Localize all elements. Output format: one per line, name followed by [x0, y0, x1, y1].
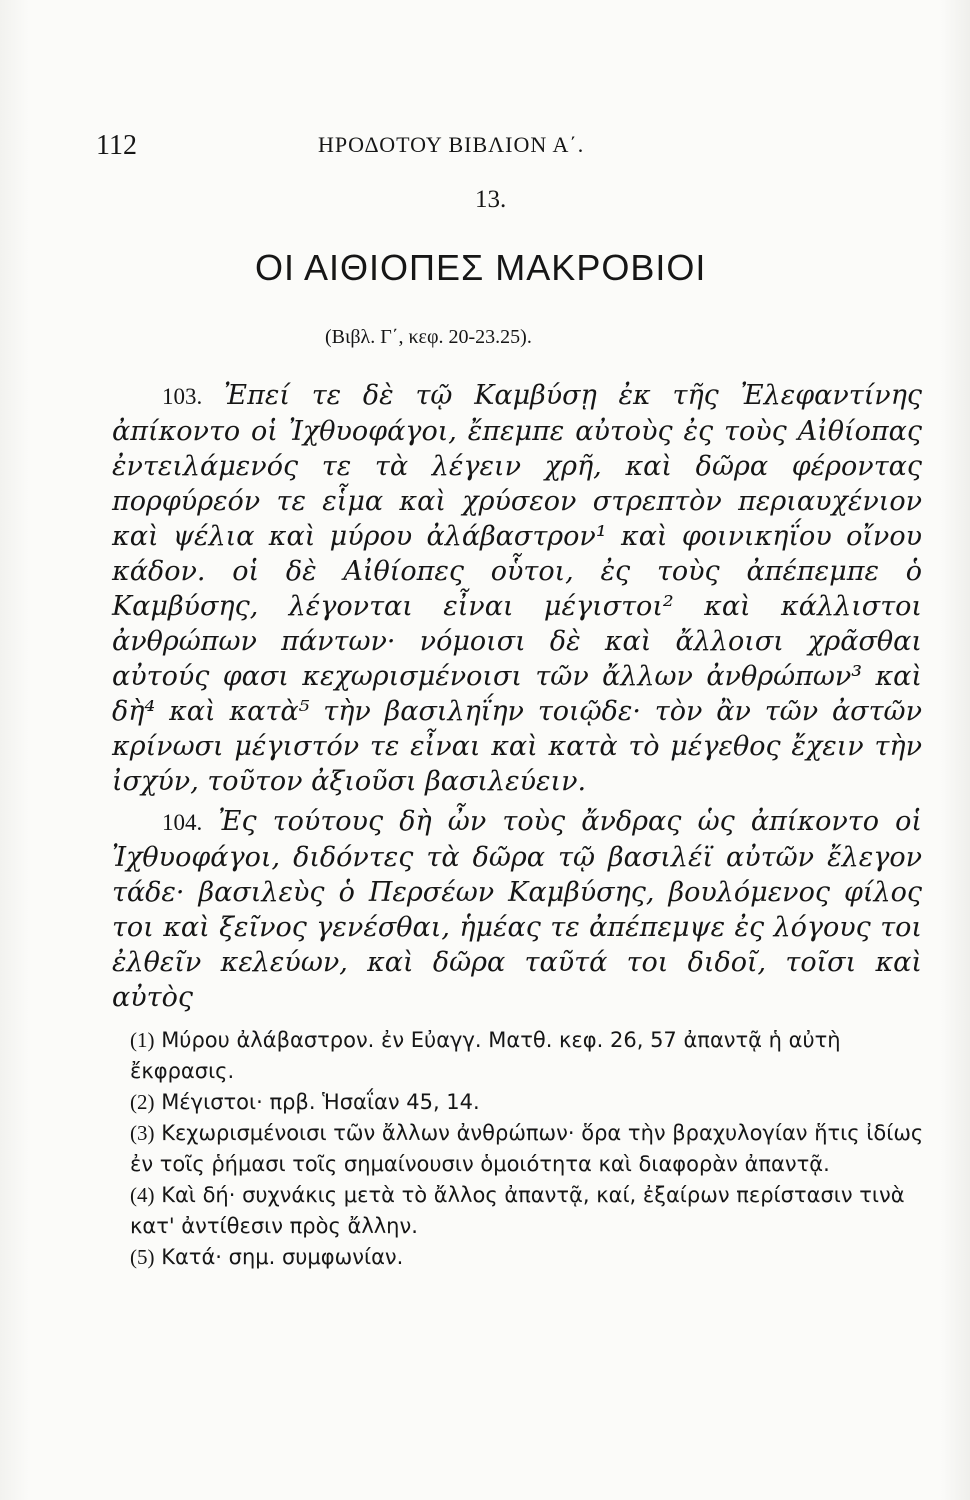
footnote-text: Μέγιστοι· πρβ. Ἡσαΐαν 45, 14. [161, 1090, 480, 1114]
paragraph-103 [112, 378, 922, 799]
body-text [112, 378, 922, 1015]
footnote-mark: (5) [130, 1245, 155, 1269]
footnote-mark: (4) [130, 1183, 155, 1207]
footnote-mark: (3) [130, 1121, 155, 1145]
footnote-5 [130, 1242, 930, 1273]
source-reference: (Βιβλ. Γ΄, κεφ. 20-23.25). [325, 326, 532, 348]
paragraph-number: 104. [162, 810, 203, 835]
page-number: 112 [96, 130, 137, 161]
footnote-text: Μύρου ἀλάβαστρον. ἐν Εὐαγγ. Ματθ. κεφ. 26, 57 ἀπαντᾷ ἡ αὐτὴ ἔκφρασις. [130, 1028, 841, 1083]
section-number: 13. [475, 186, 507, 213]
footnote-text: Καὶ δή· συχνάκις μετὰ τὸ ἄλλος ἀπαντᾷ, καί, ἐξαίρων περίστασιν τινὰ κατ' ἀντίθεσιν πρὸς ἄλλην. [130, 1183, 905, 1238]
footnote-mark: (1) [130, 1028, 155, 1052]
footnote-mark: (2) [130, 1090, 155, 1114]
footnote-2 [130, 1087, 930, 1118]
paragraph-104 [112, 804, 922, 1015]
paragraph-text: Ἐς τούτους δὴ ὦν τοὺς ἄνδρας ὡς ἀπίκοντο οἱ Ἰχθυοφάγοι, διδόντες τὰ δῶρα τῷ βασιλέϊ αὐτῶν ἔλεγον τάδε· βασιλεὺς ὁ Περσέων Καμβύσης, βουλόμενος φίλος τοι καὶ ξεῖνος γενέσθαι, ἡμέας τε ἀπέπεμψε ἐς λόγους τοι ἐλθεῖν κελεύων, καὶ δῶρα ταῦτά τοι διδοῖ, τοῖσι καὶ αὐτὸς [112, 806, 922, 1013]
paragraph-number: 103. [162, 384, 203, 409]
footnote-3 [130, 1118, 930, 1180]
footnote-1 [130, 1025, 930, 1087]
footnote-text: Κατά· σημ. συμφωνίαν. [161, 1245, 404, 1269]
footnote-4 [130, 1180, 930, 1242]
footnote-text: Κεχωρισμένοισι τῶν ἄλλων ἀνθρώπων· ὅρα τὴν βραχυλογίαν ἥτις ἰδίως ἐν τοῖς ῥήμασι τοῖς σημαίνουσιν ὁμοιότητα καὶ διαφορὰν ἀπαντᾷ. [130, 1121, 924, 1176]
section-title: ΟΙ ΑΙΘΙΟΠΕΣ ΜΑΚΡΟΒΙΟΙ [255, 247, 707, 288]
running-head: ΗΡΟΔΟΤΟΥ ΒΙΒΛΙΟΝ Α΄. [318, 132, 585, 157]
footnotes [130, 1025, 930, 1273]
paragraph-text: Ἐπεί τε δὲ τῷ Καμβύσῃ ἐκ τῆς Ἐλεφαντίνης ἀπίκοντο οἱ Ἰχθυοφάγοι, ἔπεμπε αὐτοὺς ἐς τοὺς Αἰθίοπας ἐντειλάμενός τε τὰ λέγειν χρῆ, καὶ δῶρα φέροντας πορφύρεόν τε εἷμα καὶ χρύσεον στρεπτὸν περιαυχένιον καὶ ψέλια καὶ μύρου ἀλάβαστρον¹ καὶ φοινικηΐου οἴνου κάδον. οἱ δὲ Αἰθίοπες οὗτοι, ἐς τοὺς ἀπέπεμπε ὁ Καμβύσης, λέγονται εἶναι μέγιστοι² καὶ κάλλιστοι ἀνθρώπων πάντων· νόμοισι δὲ καὶ ἄλλοισι χρᾶσθαι αὐτούς φασι κεχωρισμένοισι τῶν ἄλλων ἀνθρώπων³ καὶ δὴ⁴ καὶ κατὰ⁵ τὴν βασιληΐην τοιῷδε· τὸν ἂν τῶν ἀστῶν κρίνωσι μέγιστόν τε εἶναι καὶ κατὰ τὸ μέγεθος ἔχειν τὴν ἰσχύν, τοῦτον ἀξιοῦσι βασιλεύειν. [112, 380, 922, 797]
